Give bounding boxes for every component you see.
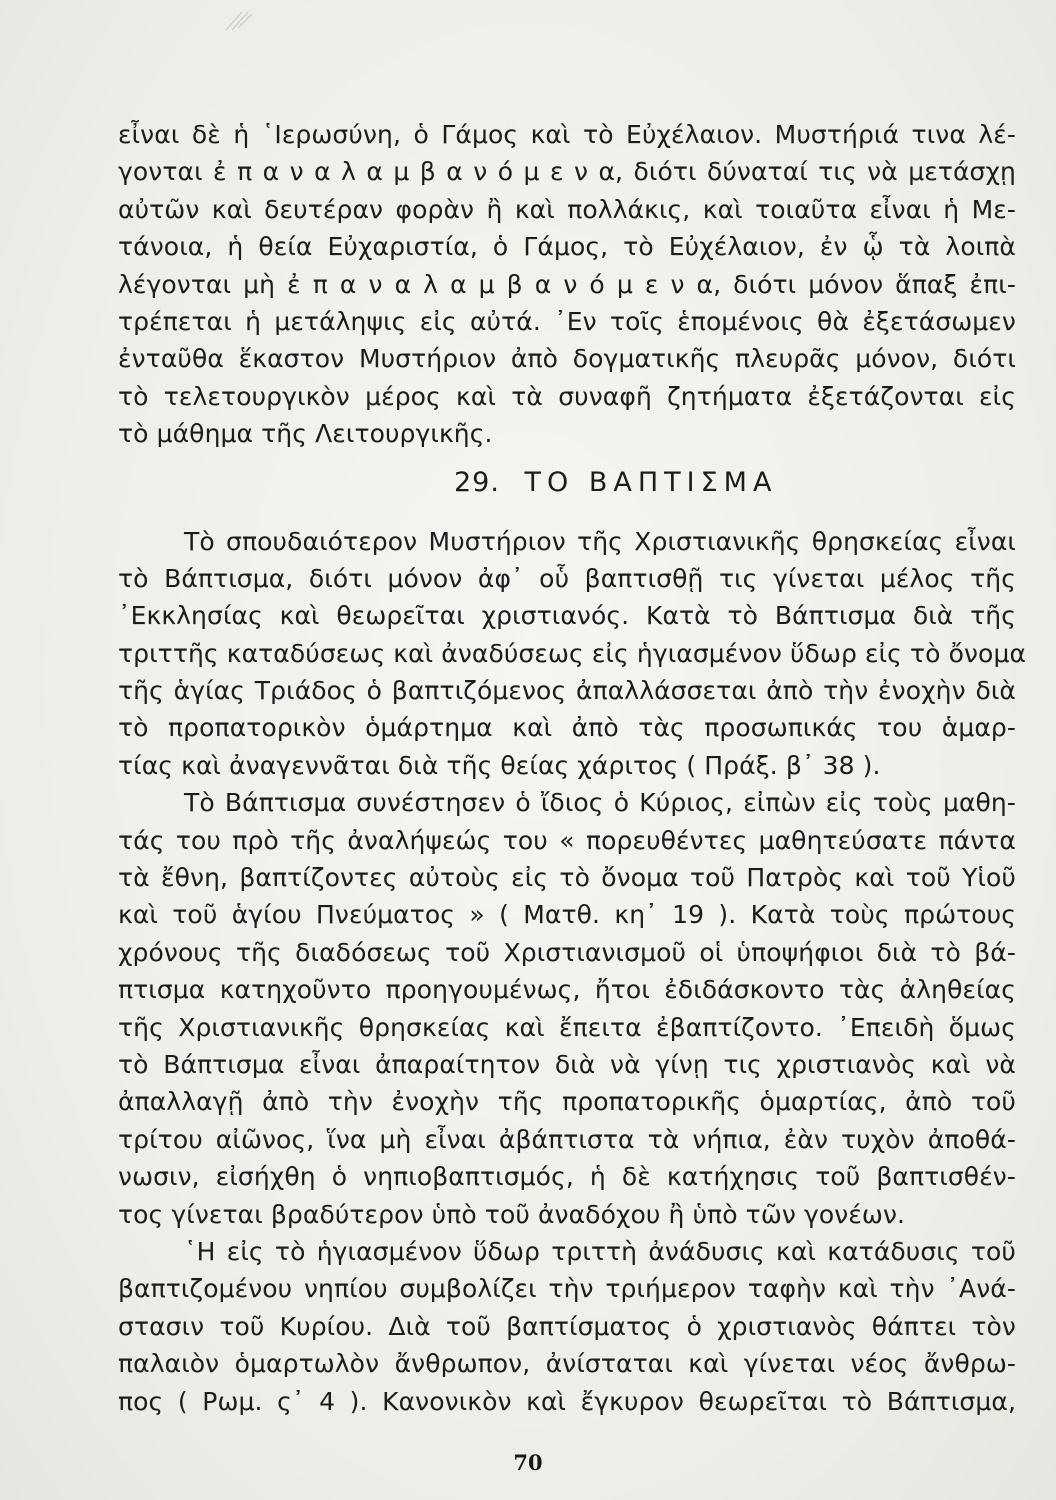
text-block xyxy=(118,116,1027,1420)
text-line: χρόνους τῆς διαδόσεως τοῦ Χριστιανισμοῦ οἱ ὑποψήφιοι διὰ τὸ βά- xyxy=(118,937,1016,967)
intro-paragraph xyxy=(118,116,1016,453)
text-line: Τὸ Βάπτισμα συνέστησεν ὁ ἴδιος ὁ Κύριος, εἰπὼν εἰς τοὺς μαθη- xyxy=(184,788,1016,818)
text-line: τίας καὶ ἀναγεννᾶται διὰ τῆς θείας χάριτος ( Πράξ. β᾿ 38 ). xyxy=(118,750,881,780)
text-line: καὶ τοῦ ἁγίου Πνεύματος » ( Ματθ. κη᾿ 19 ). Κατὰ τοὺς πρώτους xyxy=(118,900,1016,930)
text-line: τὸ προπατορικὸν ὁμάρτημα καὶ ἀπὸ τὰς προσωπικάς του ἁμαρ- xyxy=(118,713,1016,743)
section-number: 29. xyxy=(454,466,500,498)
section-title: ΤΟ ΒΑΠΤΙΣΜΑ xyxy=(524,466,778,498)
section-heading xyxy=(118,453,1016,523)
text-line: πτισμα κατηχοῦντο προηγουμένως, ἤτοι ἐδιδάσκοντο τὰς ἀληθείας xyxy=(118,975,1016,1005)
text-line: λέγονται μὴ ἐ π α ν α λ α μ β α ν ό μ ε ν α, διότι μόνον ἅπαξ ἐπι- xyxy=(118,269,1016,299)
text-line: νωσιν, εἰσήχθη ὁ νηπιοβαπτισμός, ἡ δὲ κατήχησις τοῦ βαπτισθέν- xyxy=(118,1162,1016,1192)
text-line: τὸ Βάπτισμα, διότι μόνον ἀφ᾿ οὗ βαπτισθῇ τις γίνεται μέλος τῆς xyxy=(118,563,1016,593)
page-number: 70 xyxy=(513,1450,543,1475)
text-line: τάνοια, ἡ θεία Εὐχαριστία, ὁ Γάμος, τὸ Εὐχέλαιον, ἐν ᾧ τὰ λοιπὰ xyxy=(118,232,1016,262)
text-line: στασιν τοῦ Κυρίου. Διὰ τοῦ βαπτίσματος ὁ χριστιανὸς θάπτει τὸν xyxy=(118,1311,1016,1341)
paragraph-1 xyxy=(118,523,1027,785)
text-line: τῆς Χριστιανικῆς θρησκείας καὶ ἔπειτα ἐβαπτίζοντο. ᾿Επειδὴ ὅμως xyxy=(118,1012,1016,1042)
text-line: γονται ἐ π α ν α λ α μ β α ν ό μ ε ν α, διότι δύναταί τις νὰ μετάσχῃ xyxy=(118,157,1016,187)
text-line: τὸ Βάπτισμα εἶναι ἀπαραίτητον διὰ νὰ γίνῃ τις χριστιανὸς καὶ νὰ xyxy=(118,1049,1016,1079)
text-line: τριττῆς καταδύσεως καὶ ἀναδύσεως εἰς ἡγιασμένον ὕδωρ εἰς τὸ ὄνομα xyxy=(118,638,1027,668)
text-line: ἀπαλλαγῇ ἀπὸ τὴν ἐνοχὴν τῆς προπατορικῆς ὁμαρτίας, ἀπὸ τοῦ xyxy=(118,1087,1016,1117)
text-line: τὰ ἔθνη, βαπτίζοντες αὐτοὺς εἰς τὸ ὄνομα τοῦ Πατρὸς καὶ τοῦ Υἱοῦ xyxy=(118,863,1016,893)
text-line: τρίτου αἰῶνος, ἵνα μὴ εἶναι ἀβάπτιστα τὰ νήπια, ἐὰν τυχὸν ἀποθά- xyxy=(118,1124,1016,1154)
paragraph-2 xyxy=(118,784,1016,1233)
text-line: παλαιὸν ὁμαρτωλὸν ἄνθρωπον, ἀνίσταται καὶ γίνεται νέος ἄνθρω- xyxy=(118,1349,1016,1379)
text-line: τῆς ἁγίας Τριάδος ὁ βαπτιζόμενος ἀπαλλάσσεται ἀπὸ τὴν ἐνοχὴν διὰ xyxy=(118,676,1016,706)
text-line: ῾Η εἰς τὸ ἡγιασμένον ὕδωρ τριττὴ ἀνάδυσις καὶ κατάδυσις τοῦ xyxy=(184,1236,1016,1266)
text-line: τὸ τελετουργικὸν μέρος καὶ τὰ συναφῆ ζητήματα ἐξετάζονται εἰς xyxy=(118,381,1016,411)
text-line: Τὸ σπουδαιότερον Μυστήριον τῆς Χριστιανικῆς θρησκείας εἶναι xyxy=(184,526,1016,556)
text-line: εἶναι δὲ ἡ ῾Ιερωσύνη, ὁ Γάμος καὶ τὸ Εὐχέλαιον. Μυστήριά τινα λέ- xyxy=(118,120,1016,149)
text-line: αὐτῶν καὶ δευτέραν φορὰν ἢ καὶ πολλάκις, καὶ τοιαῦτα εἶναι ἡ Με- xyxy=(118,194,1016,224)
text-line: τρέπεται ἡ μετάληψις εἰς αὐτά. ᾿Εν τοῖς ἑπομένοις θὰ ἐξετάσωμεν xyxy=(118,306,1016,336)
text-line: τὸ μάθημα τῆς Λειτουργικῆς. xyxy=(118,419,493,449)
paragraph-3 xyxy=(118,1233,1016,1420)
pencil-mark xyxy=(222,4,262,34)
text-line: τάς του πρὸ τῆς ἀναλήψεώς του « πορευθέντες μαθητεύσατε πάντα xyxy=(118,825,1016,855)
text-line: ἐνταῦθα ἕκαστον Μυστήριον ἀπὸ δογματικῆς πλευρᾶς μόνον, διότι xyxy=(118,344,1016,374)
text-line: ᾿Εκκλησίας καὶ θεωρεῖται χριστιανός. Κατὰ τὸ Βάπτισμα διὰ τῆς xyxy=(118,601,1016,631)
text-line: πος ( Ρωμ. ς᾿ 4 ). Κανονικὸν καὶ ἔγκυρον θεωρεῖται τὸ Βάπτισμα, xyxy=(118,1386,1016,1416)
text-line: τος γίνεται βραδύτερον ὑπὸ τοῦ ἀναδόχου ἢ ὑπὸ τῶν γονέων. xyxy=(118,1199,906,1229)
text-line: βαπτιζομένου νηπίου συμβολίζει τὴν τριήμερον ταφὴν καὶ τὴν ᾿Ανά- xyxy=(118,1274,1016,1304)
